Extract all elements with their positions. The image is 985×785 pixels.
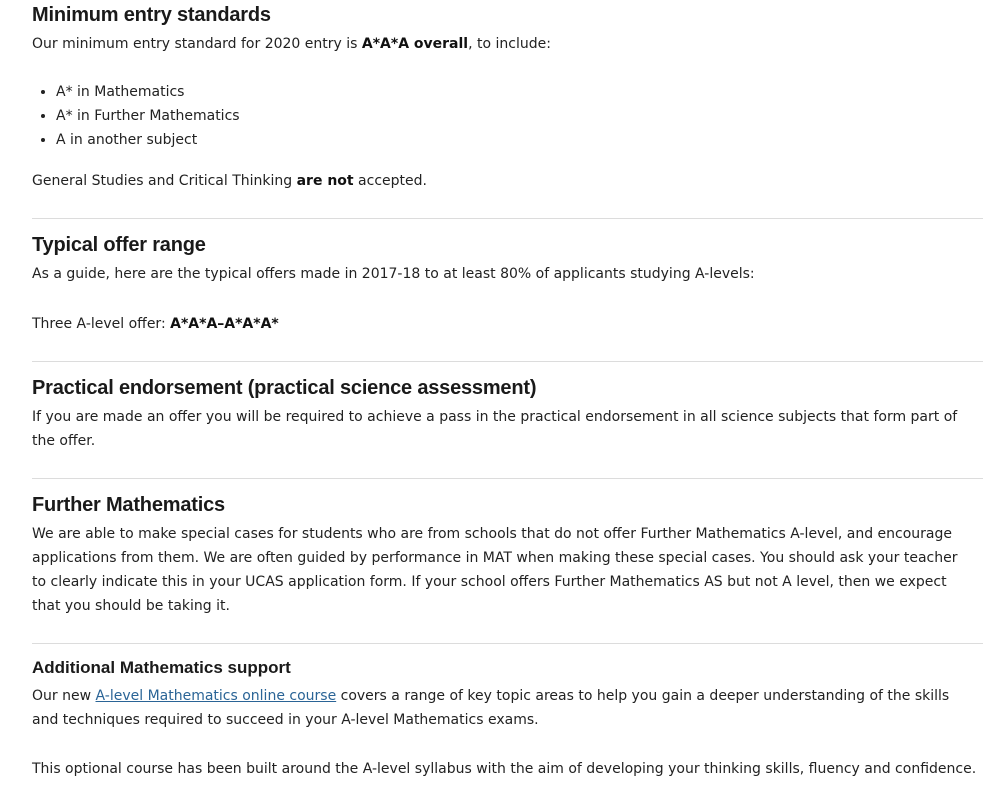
typical-offer-guide: As a guide, here are the typical offers made in 2017-18 to at least 80% of applicants studying A-levels: <box>32 266 755 282</box>
typical-offer-value: Three A-level offer: A*A*A–A*A*A* <box>32 316 279 332</box>
online-course-link[interactable]: A-level Mathematics online course <box>95 688 337 704</box>
min-entry-list <box>32 80 983 152</box>
further-math-text: We are able to make special cases for students who are from schools that do not offer Further Mathematics A-level, and encourage applications from them. We are often guided by performance in MAT when making these special cases. You should ask your teacher to clearly indicate this in your UCAS application form. If your school offers Further Mathematics AS but not A level, then we expect that you should be taking it. <box>32 526 958 614</box>
heading-typical-offer: Typical offer range <box>32 234 206 256</box>
section-divider <box>32 361 983 362</box>
additional-p2: This optional course has been built around the A-level syllabus with the aim of developing your thinking skills, fluency and confidence. <box>32 761 977 777</box>
list-item: • A* in Further Mathematics <box>56 104 983 128</box>
min-entry-intro: Our minimum entry standard for 2020 entry is A*A*A overall, to include: <box>32 36 551 52</box>
heading-additional-support: Additional Mathematics support <box>32 658 291 677</box>
practical-text: If you are made an offer you will be required to achieve a pass in the practical endorsement in all science subjects that form part of the offer. <box>32 409 958 449</box>
list-item: • A in another subject <box>56 128 983 152</box>
min-entry-note: General Studies and Critical Thinking are not accepted. <box>32 173 427 189</box>
section-divider <box>32 218 983 219</box>
heading-minimum-entry: Minimum entry standards <box>32 4 271 26</box>
additional-p1: Our new A-level Mathematics online course covers a range of key topic areas to help you gain a deeper understanding of the skills and techniques required to succeed in your A-level Mathematics exams. <box>32 688 950 728</box>
section-divider <box>32 643 983 644</box>
section-divider <box>32 478 983 479</box>
heading-further-mathematics: Further Mathematics <box>32 494 225 516</box>
list-item: • A* in Mathematics <box>56 80 983 104</box>
heading-practical-endorsement: Practical endorsement (practical science assessment) <box>32 377 537 399</box>
